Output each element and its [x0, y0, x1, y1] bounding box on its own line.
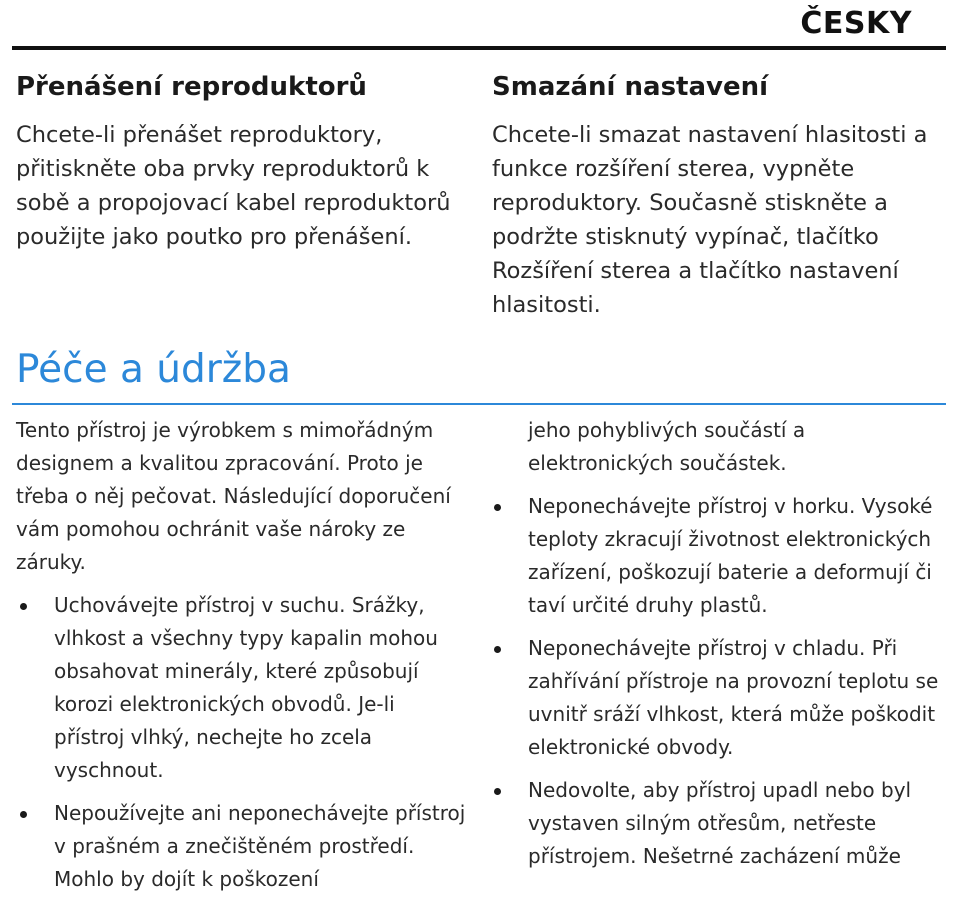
list-item-text: Neponechávejte přístroj v chladu. Při zahřívání přístroje na provozní teplotu se uvnitř sráží vlhkost, která může poškodit elektronické obvody. [528, 636, 939, 759]
transport-title: Přenášení reproduktorů [16, 72, 367, 102]
reset-text: Chcete-li smazat nastavení hlasitosti a funkce rozšíření sterea, vypněte reproduktory. Současně stiskněte a podržte stisknutý vypínač, tlačítko Rozšíření sterea a tlačítko nastavení hlasitosti. [492, 122, 928, 318]
transport-section [16, 70, 466, 254]
list-item-text: Neponechávejte přístroj v horku. Vysoké teploty zkracují životnost elektronických zařízení, poškozují baterie a deformují či taví určité druhy plastů. [528, 494, 933, 617]
list-item-text: Nedovolte, aby přístroj upadl nebo byl vystaven silným otřesům, netřeste přístrojem. Nešetrné zacházení může [528, 778, 912, 868]
language-label: ČESKY [800, 6, 912, 41]
care-right-column [490, 414, 940, 873]
reset-section [492, 70, 942, 322]
bullet-icon [494, 788, 501, 795]
top-rule [12, 46, 946, 50]
list-item-text: Nepoužívejte ani neponechávejte přístroj v prašném a znečištěném prostředí. Mohlo by dojít k poškození [54, 801, 466, 891]
care-bullets-right [490, 490, 940, 873]
list-item [490, 774, 940, 873]
care-left-column [16, 414, 466, 896]
list-item [16, 797, 466, 896]
bullet-icon [494, 646, 501, 653]
bullet-icon [20, 811, 27, 818]
bullet-icon [494, 504, 501, 511]
care-intro: Tento přístroj je výrobkem s mimořádným designem a kvalitou zpracování. Proto je třeba o něj pečovat. Následující doporučení vám pomohou ochránit vaše nároky ze záruky. [16, 418, 451, 574]
transport-text: Chcete-li přenášet reproduktory, přitiskněte oba prvky reproduktorů k sobě a propojovací kabel reproduktorů použijte jako poutko pro přenášení. [16, 122, 451, 250]
bullet-icon [20, 603, 27, 610]
list-item-text: Uchovávejte přístroj v suchu. Srážky, vlhkost a všechny typy kapalin mohou obsahovat minerály, které způsobují korozi elektronických obvodů. Je-li přístroj vlhký, nechejte ho zcela vyschnout. [54, 593, 438, 782]
care-bullets-left [16, 589, 466, 896]
care-continuation: jeho pohyblivých součástí a elektronických součástek. [528, 418, 806, 475]
care-title: Péče a údržba [16, 347, 291, 392]
reset-title: Smazání nastavení [492, 72, 769, 102]
list-item [16, 589, 466, 787]
list-item [490, 632, 940, 764]
list-item [490, 490, 940, 622]
care-rule [12, 403, 946, 405]
